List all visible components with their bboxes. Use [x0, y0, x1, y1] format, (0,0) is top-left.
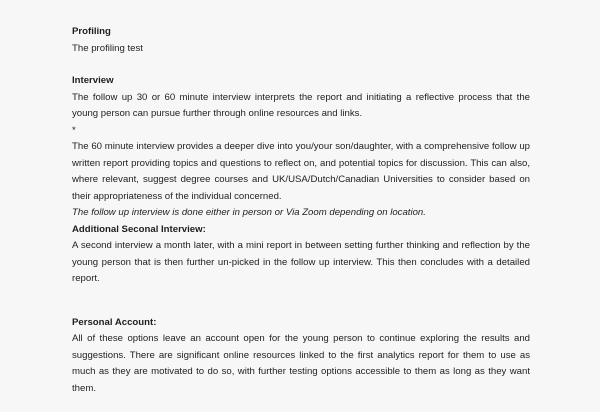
- profiling-text: The profiling test: [72, 42, 143, 54]
- interview-asterisk: *: [72, 124, 76, 136]
- interview-heading: Interview: [72, 75, 114, 86]
- section-spacer: [72, 288, 530, 315]
- interview-intro-text: The follow up 30 or 60 minute interview interprets the report and initiating a reflective process that the young person can pursue further through online resources and links.: [72, 91, 530, 119]
- content-page: [72, 24, 530, 397]
- interview-location-note: The follow up interview is done either in person or Via Zoom depending on location.: [72, 207, 426, 218]
- second-interview-text: A second interview a month later, with a mini report in between setting further thinking and reflection by the young person that is then further un-picked in the follow up interview. This then concludes with a detailed report.: [72, 240, 530, 284]
- personal-account-heading: Personal Account:: [72, 316, 157, 328]
- personal-account-text: All of these options leave an account open for the young person to continue exploring the results and suggestions. There are significant online resources linked to the first analytics report for them to use as much as they are motivated to do so, with further testing options accessible to them as long as they want them.: [72, 333, 530, 394]
- section-spacer: [72, 57, 530, 73]
- second-interview-heading: Additional Seconal Interview:: [72, 223, 206, 235]
- interview-detail-text: The 60 minute interview provides a deeper dive into you/your son/daughter, with a comprehensive follow up written report providing topics and questions to reflect on, and potential topics for discussion. This can also, where relevant, suggest degree courses and UK/USA/Dutch/Canadian Universities to consider based on their appropriateness of the individual concerned.: [72, 141, 530, 202]
- profiling-heading: Profiling: [72, 26, 111, 37]
